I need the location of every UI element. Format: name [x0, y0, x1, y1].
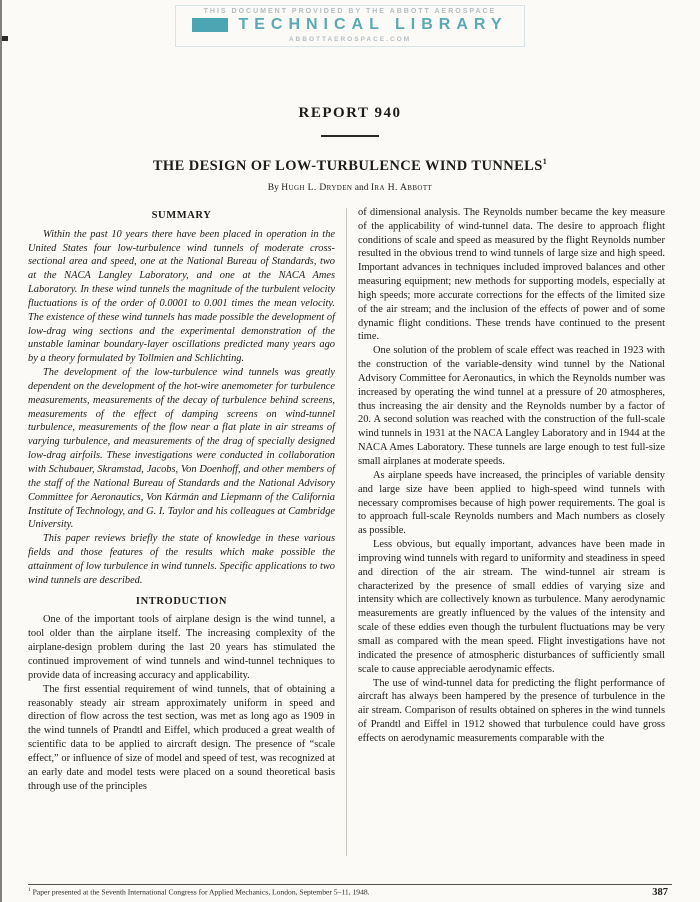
summary-paragraph: This paper reviews briefly the state of knowledge in these various fields and those features of the results which make possible the attainment of low turbulence in wind tunnels. Specific applications to two wind tunnels are described. — [28, 533, 335, 586]
introduction-paragraph: The first essential requirement of wind tunnels, that of obtaining a reasonably steady air stream approximately uniform in speed and direction of flow across the test section, was met as long ago as 1909 in the wind tunnels of Prandtl and Eiffel, which produced a great wealth of scientific data to be applied to aircraft design. The presence of “scale effect,” or influence of size of model and speed of test, was recognized at an early date and model tests were placed on a sound theoretical basis through use of the principles — [28, 683, 335, 792]
report-title-text: THE DESIGN OF LOW-TURBULENCE WIND TUNNELS — [152, 157, 543, 174]
summary-paragraph: Within the past 10 years there have been placed in operation in the United States four low-turbulence wind tunnels of moderate cross-sectional area and speed, one at the National Bureau of Standards, two at the NACA Langley Laboratory, and one at the NACA Ames Laboratory. In these wind tunnels the magnitude of the turbulent velocity fluctuations is of the order of 0.0001 to 0.001 times the mean velocity. The existence of these wind tunnels has made possible the development of low-drag wing sections and the experimental demonstration of the unstable laminar boundary-layer oscillations predicted many years ago by a theory formulated by Tollmien and Schlichting. — [28, 228, 335, 365]
byline — [0, 183, 700, 193]
report-number: REPORT 940 — [298, 105, 402, 121]
column-divider — [346, 208, 347, 856]
page-number: 387 — [652, 887, 668, 898]
footnote — [28, 887, 672, 897]
body-paragraph: One solution of the problem of scale effect was reached in 1923 with the construction of the variable-density wind tunnel by the National Advisory Committee for Aeronautics, in which the Reynolds number was increased by operating the wind tunnel at a pressure of 20 atmospheres, thus increasing the air density and the Reynolds number by a factor of 20. A second solution was reached with the construction of the full-scale wind tunnels in 1931 at the NACA Langley Laboratory and in 1944 at the NACA Ames Laboratory. These tunnels are large enough to test full-size small airplanes at moderate speeds. — [358, 345, 665, 468]
two-column-body — [28, 206, 672, 856]
report-title — [0, 157, 700, 175]
right-column — [358, 206, 665, 856]
provider-line: THIS DOCUMENT PROVIDED BY THE ABBOTT AEROSPACE — [203, 8, 497, 15]
footnote-rule — [28, 884, 672, 885]
byline-author-2: Ira H. Abbott — [370, 182, 433, 193]
title-rule — [321, 135, 379, 137]
byline-by: By — [267, 182, 279, 193]
introduction-paragraph: One of the important tools of airplane design is the wind tunnel, a tool older than the airplane itself. The increasing complexity of the airplane-design problem during the last 20 years has stimulated the continued improvement of wind tunnels and wind-tunnel techniques to provide data of increasing accuracy and applicability. — [28, 614, 335, 681]
title-footnote-marker: 1 — [542, 157, 548, 166]
body-paragraph: As airplane speeds have increased, the principles of variable density and large size have been applied to high-speed wind tunnels with necessary compromises because of high power requirements. The goal is to approach full-scale Reynolds numbers and Mach numbers as closely as possible. — [358, 469, 665, 537]
body-paragraph: of dimensional analysis. The Reynolds number became the key measure of the applicability of wind-tunnel data. The desire to approach flight conditions of scale and speed as measured by the flight Reynolds number resulted in the obvious trend to wind tunnels of large size and high speed. Important advances in techniques included improved balances and other measuring equipment; new methods for supporting models, especially at high speeds; more accurate corrections for the effects of the limited size of the air stream; and the inclusion of the effects of power and of some dynamic flight conditions. These trends have continued to the present time. — [358, 206, 665, 343]
byline-conjunction: and — [354, 182, 369, 193]
summary-paragraph: The development of the low-turbulence wind tunnels was greatly dependent on the development of the hot-wire anemometer for turbulence measurements, measurements of the decay of turbulence behind screens, measurements of the effect of damping screens on wind-tunnel turbulence, measurements of the flow near a flat plate in air streams of varying turbulence, and measurements of the drag of specially designed low-drag airfoils. These investigations were conducted in collaboration with Schubauer, Skramstad, Jacobs, Von Doenhoff, and other members of the staff of the National Bureau of Standards and the National Advisory Committee for Aeronautics, Von Kármán and Liepmann of the California Institute of Technology, and G. I. Taylor and his colleagues at Cambridge University. — [28, 367, 335, 531]
library-flag-icon — [192, 18, 228, 32]
library-stamp — [175, 5, 524, 47]
page-footer — [28, 884, 672, 897]
footnote-text: Paper presented at the Seventh International Congress for Applied Mechanics, London, September 5–11, 1948. — [32, 888, 370, 897]
scan-edge-artifact — [0, 0, 2, 902]
byline-author-1: Hugh L. Dryden — [281, 182, 353, 193]
library-title-row — [192, 16, 507, 34]
introduction-heading: INTRODUCTION — [135, 595, 228, 607]
library-title: TECHNICAL LIBRARY — [238, 16, 508, 33]
scan-spot-artifact — [2, 36, 8, 41]
summary-heading: SUMMARY — [151, 209, 212, 221]
body-paragraph: Less obvious, but equally important, advances have been made in improving wind tunnels with regard to uniformity and steadiness in speed and direction of the air stream. The wind-tunnel air stream is characterized by the presence of small eddies of varying size and intensity which are collectively known as turbulence. Many aerodynamic measurements are greatly influenced by the values of the intensity and scale of these eddies even though the turbulent fluctuations may be very small as compared with the mean speed. Flight investigations have not indicated the presence of atmospheric disturbances of sufficiently small scale to cause appreciable aerodynamic effects. — [358, 539, 665, 675]
body-paragraph: The use of wind-tunnel data for predicting the flight performance of aircraft has always been hampered by the presence of turbulence in the air stream. Comparison of results obtained on spheres in the wind tunnels of Prandtl and Eiffel in 1912 showed that turbulence could have gross effects on aerodynamic measurements comparable with the — [358, 677, 665, 744]
provider-header — [0, 0, 700, 47]
library-website: ABBOTTAEROSPACE.COM — [288, 36, 412, 43]
left-column — [28, 206, 335, 856]
footnote-marker: 1 — [28, 887, 31, 894]
